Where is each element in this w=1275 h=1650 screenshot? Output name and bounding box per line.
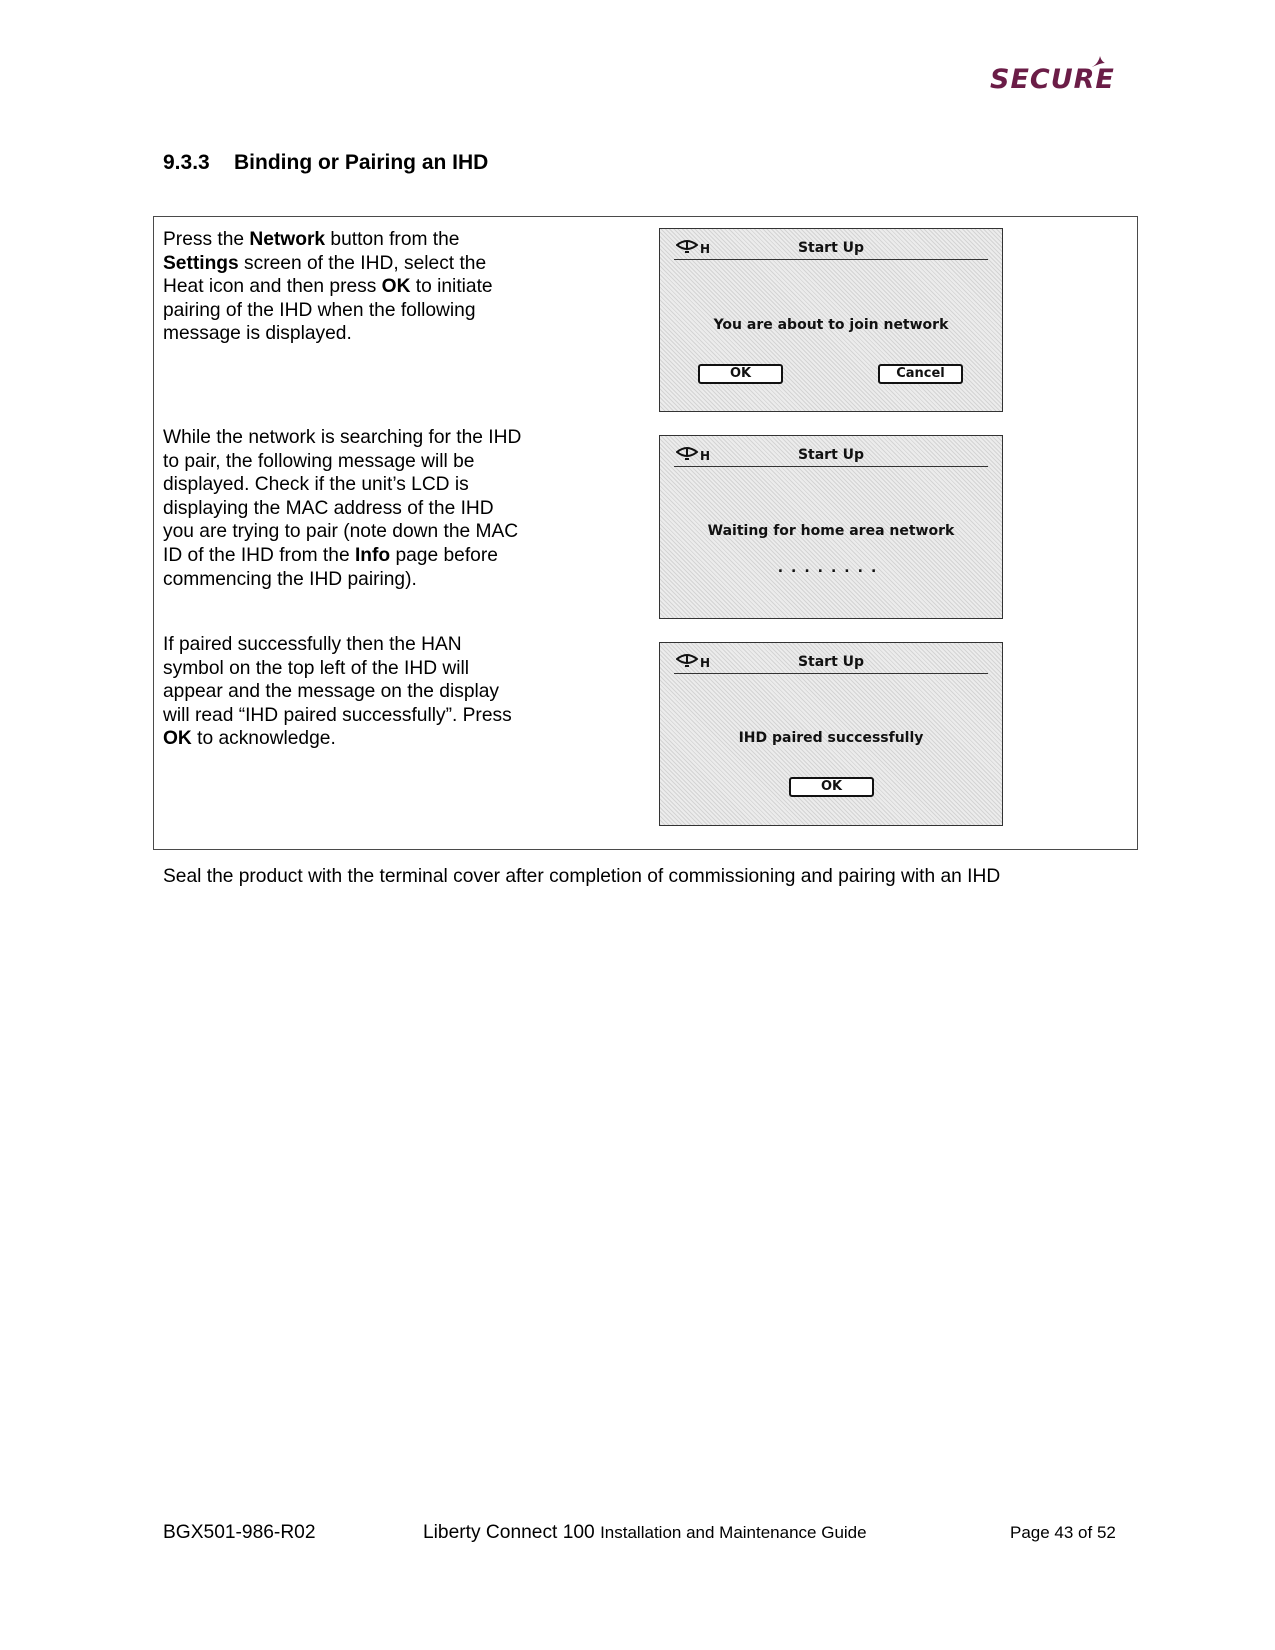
step-1-text: Press the Network button from the Settings screen of the IHD, select the Heat icon and then press OK to initiate pairing of the IHD when the following message is displayed. [163, 229, 493, 345]
section-title: Binding or Pairing an IHD [234, 151, 489, 174]
footer-doc-ref: BGX501-986-R02 [163, 1522, 316, 1543]
ihd-screen-waiting-network [659, 435, 1003, 619]
screen-header [674, 444, 988, 467]
step-2-text: While the network is searching for the IHD to pair, the following message will be displayed. Check if the unit’s LCD is displaying the MAC address of the IHD you are trying to pair (note down the MAC ID of the IHD from the Info page before commencing the IHD pairing). [163, 427, 522, 590]
logo-swoosh-icon [1090, 55, 1106, 69]
screen-message: IHD paired successfully [738, 730, 924, 746]
secure-logo: SECURE [990, 64, 1115, 95]
screen-message: You are about to join network [713, 317, 949, 333]
step-3-text: If paired successfully then the HAN symbol on the top left of the IHD will appear and the message on the display will read “IHD paired successfully”. Press OK to acknowledge. [163, 634, 512, 750]
cancel-button[interactable]: Cancel [878, 364, 963, 384]
screen-header [674, 651, 988, 674]
heat-indicator: H [700, 449, 711, 463]
screen-header [674, 237, 988, 260]
section-heading [163, 151, 488, 175]
screen-message: Waiting for home area network [707, 523, 955, 539]
screen-title: Start Up [797, 447, 865, 463]
ihd-screen-paired [659, 642, 1003, 826]
ihd-screen-join-network [659, 228, 1003, 412]
ok-button[interactable]: OK [698, 364, 783, 384]
footer-guide: Installation and Maintenance Guide [600, 1523, 867, 1542]
section-number: 9.3.3 [163, 151, 210, 174]
ok-button[interactable]: OK [789, 777, 874, 797]
footer-title [423, 1522, 867, 1544]
heat-indicator: H [700, 242, 711, 256]
screen-title: Start Up [797, 240, 865, 256]
screen-title: Start Up [797, 654, 865, 670]
footer-page-number: Page 43 of 52 [1010, 1523, 1116, 1542]
footer-product: Liberty Connect 100 [423, 1522, 595, 1543]
heat-indicator: H [700, 656, 711, 670]
progress-dots: ........ [777, 560, 885, 576]
closing-note: Seal the product with the terminal cover after completion of commissioning and pairing with an IHD [163, 866, 1001, 887]
